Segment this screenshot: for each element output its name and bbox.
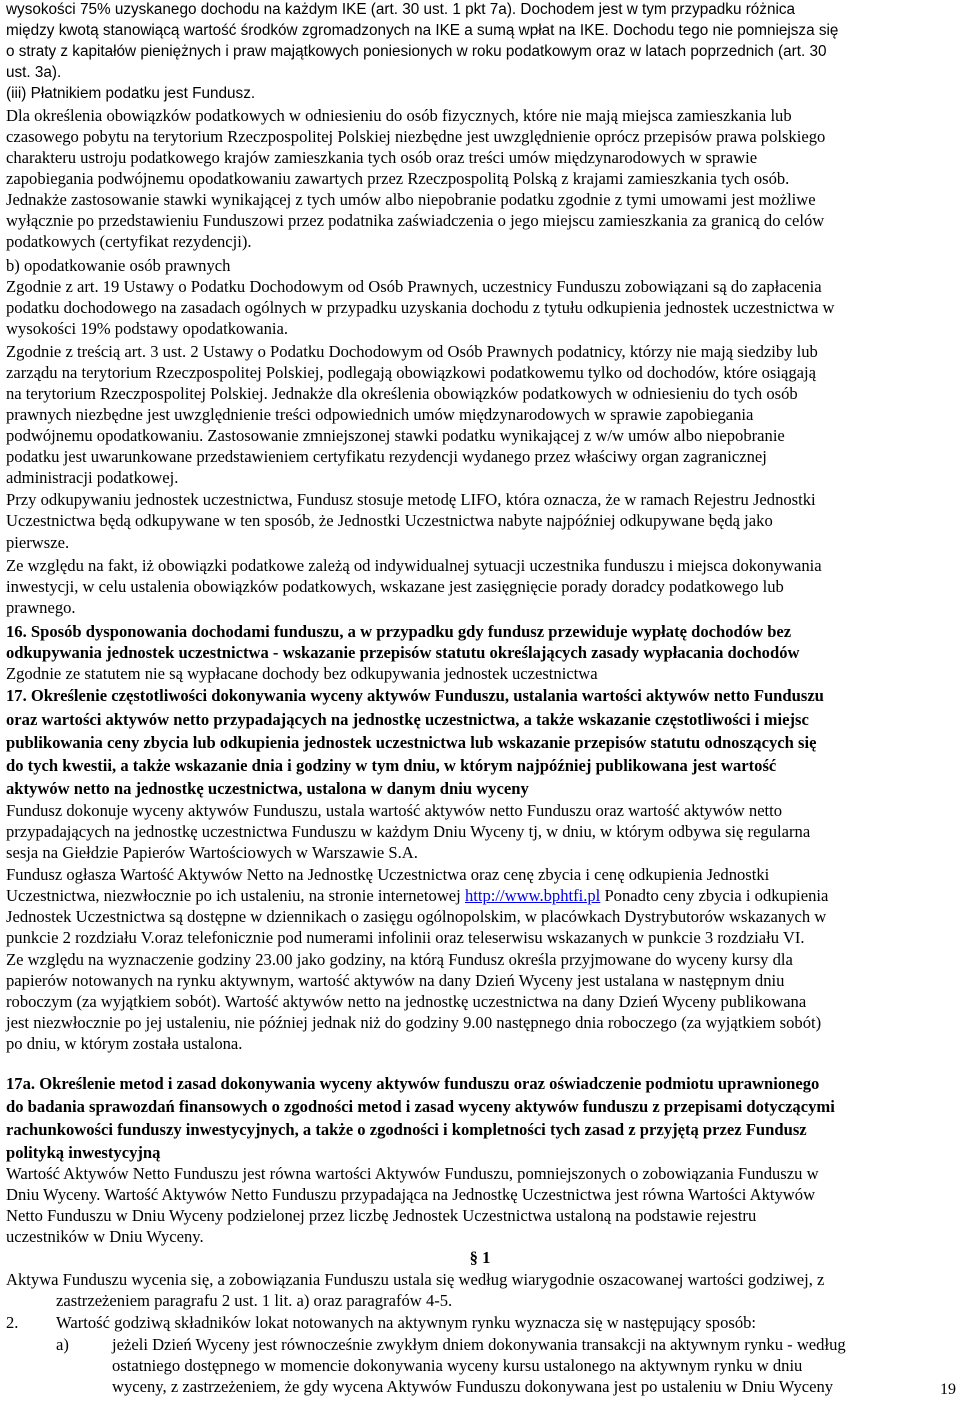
text-line: podatku dochodowego na zasadach ogólnych w przypadku uzyskania dochodu z tytułu odkupienia jednostek uczestnictwa w xyxy=(6,298,835,317)
text-line: wysokości 19% podstawy opodatkowania. xyxy=(6,319,289,338)
text-line: o straty z kapitałów pieniężnych i praw majątkowych poniesionych w roku podatkowym oraz w latach poprzednich (art. 30 xyxy=(6,43,827,60)
text-line: pierwsze. xyxy=(6,533,70,552)
text-line: uczestników w Dniu Wyceny. xyxy=(6,1227,204,1246)
paragraph-heading xyxy=(0,1248,960,1269)
list-item-text: jeżeli Dzień Wyceny jest równocześnie zwykłym dniem dokonywania transakcji na aktywnym rynku - według xyxy=(112,1335,846,1354)
text-line: między kwotą stanowiącą wartość środków zgromadzonych na IKE a sumą wpłat na IKE. Dochodu tego nie pomniejsza się xyxy=(6,22,839,39)
text-line: Zgodnie z art. 19 Ustawy o Podatku Dochodowym od Osób Prawnych, uczestnicy Funduszu zobowiązani są do zapłacenia xyxy=(6,277,822,296)
text-line: Jednakże zastosowanie stawki wynikającej z tych umów albo niepobranie podatku zgodnie z tymi umowami jest możliwe xyxy=(6,190,816,209)
section-heading: publikowania ceny zbycia lub odkupienia jednostek uczestnictwa lub wskazanie przepisów statutu odnoszących się xyxy=(6,733,817,752)
text-line: Wartość Aktywów Netto Funduszu jest równa wartości Aktywów Funduszu, pomniejszonych o zobowiązania Funduszu w xyxy=(6,1164,819,1183)
text-line: Dniu Wyceny. Wartość Aktywów Netto Funduszu przypadająca na Jednostkę Uczestnictwa jest równa Wartości Aktywów xyxy=(6,1185,816,1204)
text-line: wyłącznie po przedstawieniu Funduszowi przez podatnika zaświadczenia o jego miejscu zamieszkania za granicą do celów xyxy=(6,211,825,230)
section-heading: polityką inwestycyjną xyxy=(6,1143,161,1162)
text-line: wysokości 75% uzyskanego dochodu na każdym IKE (art. 30 ust. 1 pkt 7a). Dochodem jest w tym przypadku różnica xyxy=(6,1,796,18)
section-heading: do badania sprawozdań finansowych o zgodności metod i zasad wyceny aktywów funduszu z przepisami dotyczącymi xyxy=(6,1097,835,1116)
text-line: zastrzeżeniem paragrafu 2 ust. 1 lit. a) oraz paragrafów 4-5. xyxy=(56,1291,453,1310)
list-letter: a) xyxy=(56,1335,69,1354)
paragraph-number: § 1 xyxy=(469,1248,491,1267)
text-line: prawnego. xyxy=(6,598,76,617)
list-item-text: Wartość godziwą składników lokat notowanych na aktywnym rynku wyznacza się w następujący sposób: xyxy=(56,1313,757,1332)
text-line: (iii) Płatnikiem podatku jest Fundusz. xyxy=(6,85,256,102)
text-line: na terytorium Rzeczpospolitej Polskiej. Jednakże dla określenia obowiązków podatkowych w odniesieniu do tych osób xyxy=(6,384,798,403)
text-span: Ponadto ceny zbycia i odkupienia xyxy=(600,886,829,905)
website-link[interactable]: http://www.bphtfi.pl xyxy=(464,886,601,905)
text-line: sesja na Giełdzie Papierów Wartościowych w Warszawie S.A. xyxy=(6,843,418,862)
text-line: jest niezwłocznie po jej ustaleniu, nie później jednak niż do godziny 9.00 następnego dnia roboczego (za wyjątkiem sobót) xyxy=(6,1013,822,1032)
section-heading: do tych kwestii, a także wskazanie dnia i godziny w tym dniu, w którym najpóźniej publikowana jest wartość xyxy=(6,756,777,775)
text-line: podatkowych (certyfikat rezydencji). xyxy=(6,232,252,251)
text-line: Netto Funduszu w Dniu Wyceny podzielonej przez liczbę Jednostek Uczestnictwa ustaloną na podstawie rejestru xyxy=(6,1206,757,1225)
text-line: punkcie 2 rozdziału V.oraz telefonicznie pod numerami infolinii oraz teleserwisu wskazanych w punkcie 3 rozdziału VI. xyxy=(6,928,805,947)
text-line: Zgodnie ze statutem nie są wypłacane dochody bez odkupywania jednostek uczestnictwa xyxy=(6,664,598,683)
text-line: Fundusz dokonuje wyceny aktywów Funduszu, ustala wartość aktywów netto Funduszu oraz wartość aktywów netto xyxy=(6,801,783,820)
text-span: Uczestnictwa, niezwłocznie po ich ustaleniu, na stronie internetowej xyxy=(6,886,465,905)
subsection-heading: b) opodatkowanie osób prawnych xyxy=(6,256,231,275)
text-line: Ze względu na fakt, iż obowiązki podatkowe zależą od indywidualnej sytuacji uczestnika funduszu i miejsca dokonywania xyxy=(6,556,822,575)
text-line: Aktywa Funduszu wycenia się, a zobowiązania Funduszu ustala się według wiarygodnie oszacowanej wartości godziwej, z xyxy=(6,1270,825,1289)
text-line: Ze względu na wyznaczenie godziny 23.00 jako godziny, na którą Fundusz określa przyjmowane do wyceny kursy dla xyxy=(6,950,793,969)
text-line: podwójnemu opodatkowaniu. Zastosowanie zmniejszonej stawki podatku wynikającej z w/w umów albo niepobranie xyxy=(6,426,785,445)
text-line: charakteru ustroju podatkowego krajów zamieszkania tych osób oraz treści umów międzynarodowych w sprawie xyxy=(6,148,758,167)
text-line: przypadających na jednostkę uczestnictwa Funduszu w każdym Dniu Wyceny tj, w dniu, w którym odbywa się regularna xyxy=(6,822,811,841)
text-line: Jednostek Uczestnictwa są dostępne w dziennikach o zasięgu ogólnopolskim, w placówkach Dystrybutorów wskazanych w xyxy=(6,907,827,926)
text-line: Przy odkupywaniu jednostek uczestnictwa, Fundusz stosuje metodę LIFO, która oznacza, że w ramach Rejestru Jednostki xyxy=(6,490,816,509)
text-line xyxy=(6,886,828,907)
text-line: po dniu, w którym została ustalona. xyxy=(6,1034,243,1053)
section-heading: aktywów netto na jednostkę uczestnictwa, ustalona w danym dniu wyceny xyxy=(6,779,529,798)
list-number: 2. xyxy=(6,1313,19,1332)
text-line: prawnych niezbędne jest uwzględnienie treści odpowiednich umów międzynarodowych w sprawie zapobiegania xyxy=(6,405,754,424)
section-heading: odkupywania jednostek uczestnictwa - wskazanie przepisów statutu określających zasady wypłacania dochodów xyxy=(6,643,800,662)
section-heading: rachunkowości funduszy inwestycyjnych, a także o zgodności i kompletności tych zasad z przyjętą przez Fundusz xyxy=(6,1120,807,1139)
section-heading: oraz wartości aktywów netto przypadających na jednostkę uczestnictwa, a także wskazanie częstotliwości i miejsc xyxy=(6,710,809,729)
text-line: zarządu na terytorium Rzeczpospolitej Polskiej, podlegają obowiązkowi podatkowemu tylko od dochodów, które osiągają xyxy=(6,363,816,382)
list-item-text: ostatniego dostępnego w momencie dokonywania wyceny kursu ustalonego na aktywnym rynku w dniu xyxy=(112,1356,803,1375)
text-line: Zgodnie z treścią art. 3 ust. 2 Ustawy o Podatku Dochodowym od Osób Prawnych podatnicy, którzy nie mają siedziby lub xyxy=(6,342,818,361)
section-heading: 16. Sposób dysponowania dochodami funduszu, a w przypadku gdy fundusz przewiduje wypłatę dochodów bez xyxy=(6,622,792,641)
list-item-text: wyceny, z zastrzeżeniem, że gdy wycena Aktywów Funduszu dokonywana jest po ustaleniu w Dniu Wyceny xyxy=(112,1377,834,1396)
text-line: ust. 3a). xyxy=(6,64,62,81)
text-line: zapobiegania podwójnemu opodatkowaniu zawartych przez Rzeczpospolitą Polską z krajami zamieszkania tych osób. xyxy=(6,169,790,188)
text-line: Uczestnictwa będą odkupywane w ten sposób, że Jednostki Uczestnictwa nabyte najpóźniej odkupywane będą jako xyxy=(6,511,773,530)
text-line: Dla określenia obowiązków podatkowych w odniesieniu do osób fizycznych, które nie mają miejsca zamieszkania lub xyxy=(6,106,792,125)
text-line: roboczym (za wyjątkiem sobót). Wartość aktywów netto na jednostkę uczestnictwa na dany Dzień Wyceny publikowana xyxy=(6,992,807,1011)
section-heading: 17a. Określenie metod i zasad dokonywania wyceny aktywów funduszu oraz oświadczenie podmiotu uprawnionego xyxy=(6,1074,820,1093)
page-number: 19 xyxy=(940,1381,956,1398)
text-line: podatku jest uwarunkowane przedstawieniem certyfikatu rezydencji wydanego przez właściwy organ zagranicznej xyxy=(6,447,767,466)
section-heading: 17. Określenie częstotliwości dokonywania wyceny aktywów Funduszu, ustalania wartości aktywów netto Funduszu xyxy=(6,686,824,705)
text-line: czasowego pobytu na terytorium Rzeczpospolitej Polskiej niezbędne jest uwzględnienie oprócz przepisów prawa polskiego xyxy=(6,127,826,146)
text-line: papierów notowanych na rynku aktywnym, wartość aktywów na dany Dzień Wyceny jest ustalana w następnym dniu xyxy=(6,971,785,990)
text-line: inwestycji, w celu ustalenia obowiązków podatkowych, wskazane jest zasięgnięcie porady doradcy podatkowego lub xyxy=(6,577,784,596)
text-line: administracji podatkowej. xyxy=(6,468,179,487)
text-line: Fundusz ogłasza Wartość Aktywów Netto na Jednostkę Uczestnictwa oraz cenę zbycia i cenę odkupienia Jednostki xyxy=(6,865,770,884)
